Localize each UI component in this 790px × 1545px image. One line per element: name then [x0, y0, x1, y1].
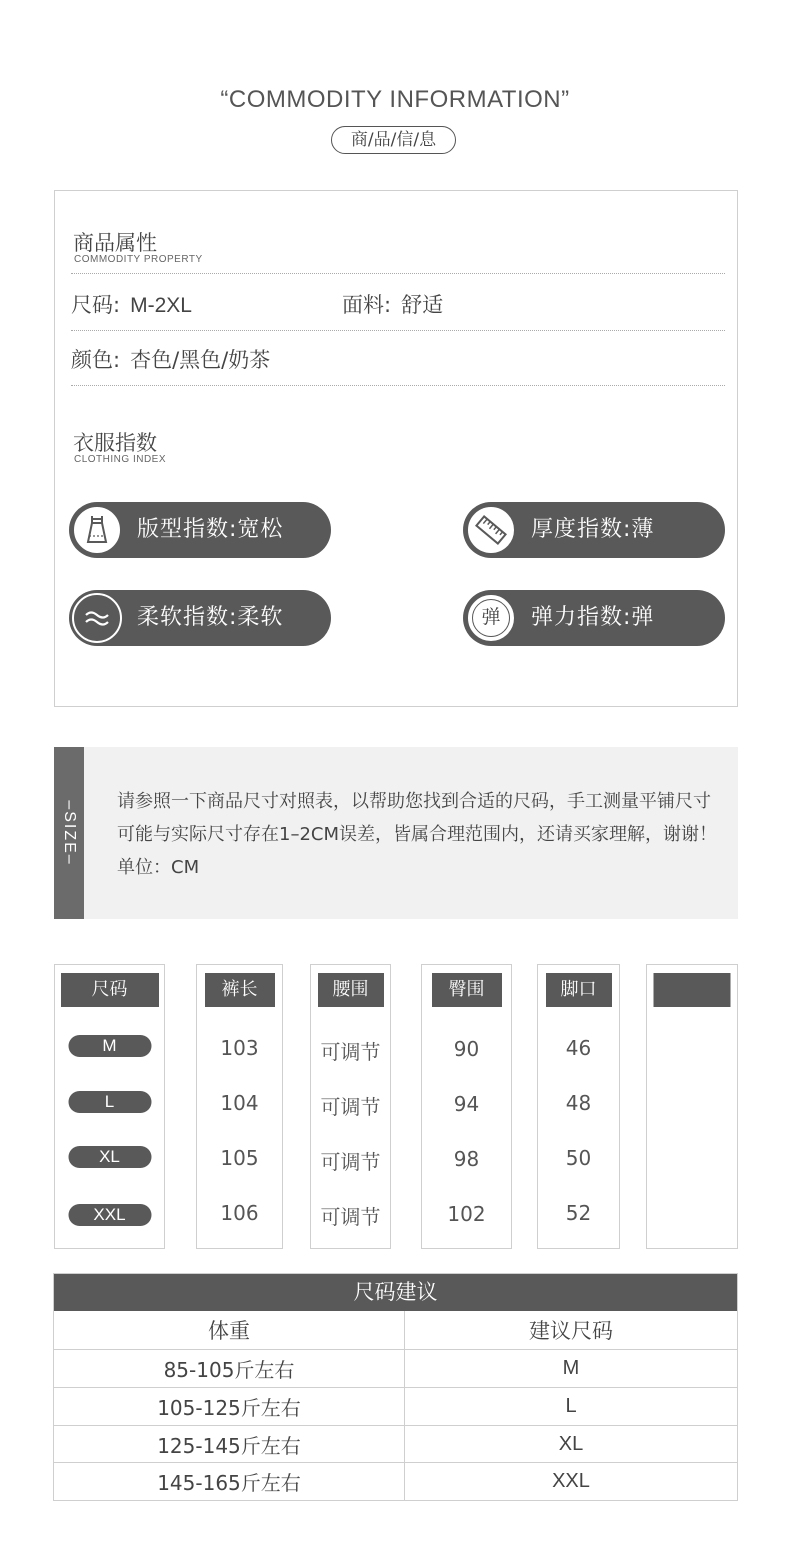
- waist-cell: 可调节: [320, 1040, 381, 1064]
- hip-cell: 90: [453, 1037, 480, 1061]
- size-strip: [54, 747, 84, 919]
- size-pill: L: [68, 1091, 151, 1113]
- thickness-index-label: 厚度指数:薄: [531, 517, 655, 542]
- elastic-icon: [466, 593, 516, 643]
- softness-index-badge: [69, 590, 331, 646]
- size-strip-label: –SIZE–: [61, 800, 78, 866]
- size-pill: XL: [68, 1146, 151, 1168]
- divider: [71, 385, 725, 386]
- waist-cell: 可调节: [320, 1150, 381, 1174]
- page-title: “COMMODITY INFORMATION”: [220, 86, 570, 113]
- hip-cell: 102: [447, 1202, 486, 1226]
- hem-cell: 48: [565, 1091, 592, 1115]
- clothing-index-title: 衣服指数: [73, 431, 157, 455]
- size-attribute: [71, 289, 192, 319]
- size-column-header: 建议尺码: [529, 1319, 613, 1343]
- color-label: 颜色:: [71, 348, 121, 372]
- table-row: [54, 1425, 737, 1462]
- dress-icon: [72, 505, 122, 555]
- size-label: 尺码:: [71, 293, 121, 317]
- weight-column-header: 体重: [54, 1311, 405, 1349]
- wave-icon: [72, 593, 122, 643]
- hip-header: 臀围: [432, 973, 502, 1007]
- fabric-label: 面料:: [342, 293, 392, 317]
- hem-column: [537, 964, 620, 1249]
- thickness-index-badge: [463, 502, 725, 558]
- clothing-index-subtitle: CLOTHING INDEX: [74, 454, 167, 465]
- table-header-row: [54, 1311, 737, 1349]
- hem-header: 脚口: [546, 973, 612, 1007]
- length-header: 裤长: [205, 973, 275, 1007]
- table-row: [54, 1349, 737, 1387]
- waist-column: [310, 964, 391, 1249]
- table-row: [54, 1387, 737, 1425]
- ruler-icon: [466, 505, 516, 555]
- elasticity-index-label: 弹力指数:弹: [531, 605, 655, 630]
- size-pill: XXL: [68, 1204, 151, 1226]
- hem-cell: 46: [565, 1036, 592, 1060]
- size-column: [54, 964, 165, 1249]
- waist-cell: 可调节: [320, 1095, 381, 1119]
- size-cell: L: [565, 1395, 577, 1417]
- size-cell: M: [562, 1357, 580, 1379]
- fit-index-label: 版型指数:宽松: [137, 517, 284, 542]
- color-attribute: [71, 344, 270, 374]
- page-subtitle: 商/品/信/息: [331, 126, 456, 154]
- size-recommendation-table: [53, 1273, 738, 1501]
- elastic-icon-text: 弹: [472, 599, 510, 637]
- weight-cell: 125-145斤左右: [54, 1426, 405, 1462]
- hem-cell: 50: [565, 1146, 592, 1170]
- divider: [71, 273, 725, 274]
- weight-cell: 85-105斤左右: [54, 1350, 405, 1387]
- empty-header: [654, 973, 731, 1007]
- waist-header: 腰围: [318, 973, 384, 1007]
- fabric-value: 舒适: [401, 293, 444, 317]
- fabric-attribute: [342, 289, 443, 319]
- length-cell: 106: [220, 1201, 259, 1225]
- length-cell: 104: [220, 1091, 259, 1115]
- length-cell: 103: [220, 1036, 259, 1060]
- fit-index-badge: [69, 502, 331, 558]
- table-row: [54, 1462, 737, 1500]
- recommendation-title: 尺码建议: [54, 1274, 737, 1311]
- weight-cell: 145-165斤左右: [54, 1463, 405, 1500]
- hip-cell: 98: [453, 1147, 480, 1171]
- hip-cell: 94: [453, 1092, 480, 1116]
- color-value: 杏色/黑色/奶茶: [130, 348, 271, 372]
- length-cell: 105: [220, 1146, 259, 1170]
- softness-index-label: 柔软指数:柔软: [137, 605, 284, 630]
- weight-cell: 105-125斤左右: [54, 1388, 405, 1425]
- size-value: M-2XL: [130, 294, 192, 317]
- commodity-property-panel: [54, 190, 738, 707]
- size-pill: M: [68, 1035, 151, 1057]
- size-note-panel: [54, 747, 738, 919]
- empty-column: [646, 964, 738, 1249]
- divider: [71, 330, 725, 331]
- elasticity-index-badge: [463, 590, 725, 646]
- hem-cell: 52: [565, 1201, 592, 1225]
- property-subtitle: COMMODITY PROPERTY: [74, 254, 203, 265]
- waist-cell: 可调节: [320, 1205, 381, 1229]
- property-title: 商品属性: [73, 231, 157, 255]
- hip-column: [421, 964, 512, 1249]
- size-note-text: 请参照一下商品尺寸对照表，以帮助您找到合适的尺码，手工测量平铺尺寸可能与实际尺寸存在1–2CM误差，皆属合理范围内，还请买家理解，谢谢！单位：CM: [117, 791, 717, 878]
- size-header: 尺码: [61, 973, 159, 1007]
- length-column: [196, 964, 283, 1249]
- size-cell: XL: [558, 1432, 584, 1455]
- size-cell: XXL: [552, 1470, 590, 1492]
